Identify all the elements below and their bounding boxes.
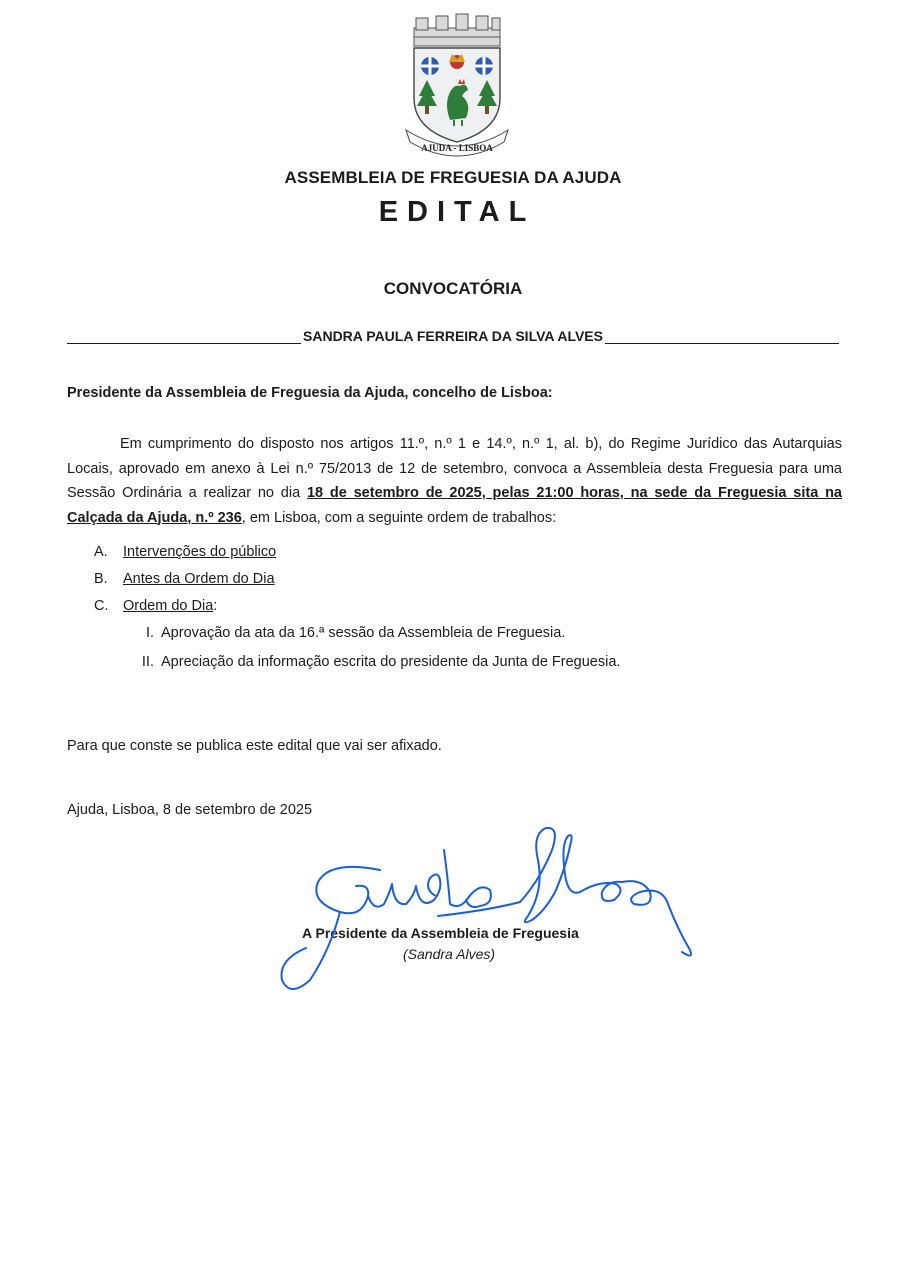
body-text-before: Em cumprimento do disposto nos artigos 11.º, n.º 1 e 14.º, n.º 1, al. b), do Regime Jurídico das Autarquias Locais, aprovado em anexo à Lei n.º 75/2013 de 12 de setembro, convoca a Assembleia desta Freguesia para uma Sessão Ordinária a realizar no dia bbox=[67, 436, 842, 501]
organization-title: ASSEMBLEIA DE FREGUESIA DA AJUDA bbox=[284, 168, 622, 187]
signatory-title: A Presidente da Assembleia de Freguesia bbox=[302, 925, 579, 941]
mural-crown bbox=[414, 14, 500, 46]
agenda-letter: B. bbox=[94, 571, 108, 587]
document-subject: CONVOCATÓRIA bbox=[383, 279, 523, 298]
agenda-subitems bbox=[125, 621, 620, 679]
name-line bbox=[67, 322, 839, 344]
body-text-after: , em Lisboa, com a seguinte ordem de trabalhos: bbox=[241, 509, 557, 526]
subitem-number: II. bbox=[141, 654, 154, 670]
agenda-item bbox=[94, 567, 276, 594]
addressee: Presidente da Assembleia de Freguesia da Ajuda, concelho de Lisboa: bbox=[67, 385, 553, 401]
session-date-location: 18 de setembro de 2025, pelas 21:00 horas, na sede da Freguesia sita na Calçada da Ajuda, n.º 236 bbox=[67, 485, 842, 526]
cross-emblem-right bbox=[475, 57, 493, 75]
subitem-text: Apreciação da informação escrita do presidente da Junta de Freguesia. bbox=[161, 654, 621, 670]
underline-rule-left bbox=[67, 325, 301, 344]
cross-emblem-left bbox=[421, 57, 439, 75]
signatory-name: (Sandra Alves) bbox=[403, 946, 496, 962]
agenda-subitem bbox=[125, 621, 620, 650]
agenda-item bbox=[94, 540, 276, 567]
agenda-item bbox=[94, 594, 276, 621]
subitem-text: Aprovação da ata da 16.ª sessão da Assembleia de Freguesia. bbox=[161, 625, 566, 641]
date-line: Ajuda, Lisboa, 8 de setembro de 2025 bbox=[67, 802, 313, 818]
agenda-label: Ordem do Dia bbox=[123, 598, 214, 614]
agenda-label: Antes da Ordem do Dia bbox=[123, 571, 275, 587]
agenda-suffix: : bbox=[213, 598, 218, 614]
agenda-subitem bbox=[125, 650, 620, 679]
closing-statement: Para que conste se publica este edital que vai ser afixado. bbox=[67, 738, 442, 754]
subitem-number: I. bbox=[145, 625, 154, 641]
document-type: EDITAL bbox=[378, 196, 536, 228]
agenda-label: Intervenções do público bbox=[123, 544, 277, 560]
convener-name: SANDRA PAULA FERREIRA DA SILVA ALVES bbox=[303, 328, 603, 344]
handwritten-signature bbox=[270, 820, 710, 1005]
agenda-letter: C. bbox=[94, 598, 109, 614]
body-paragraph bbox=[67, 432, 842, 530]
agenda-list bbox=[94, 540, 276, 621]
agenda-letter: A. bbox=[94, 544, 108, 560]
underline-rule-right bbox=[605, 325, 839, 344]
crest-ribbon-text: AJUDA - LISBOA bbox=[421, 143, 493, 153]
coat-of-arms-logo bbox=[392, 12, 522, 160]
